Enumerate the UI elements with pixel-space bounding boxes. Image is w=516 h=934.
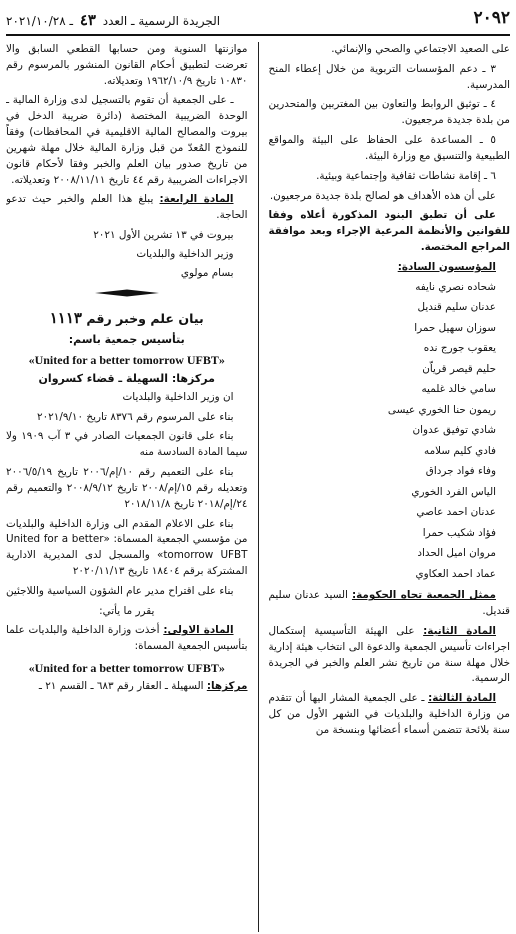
article-1 <box>6 623 248 655</box>
divider-ornament-icon <box>95 289 159 297</box>
founder-name: الياس الفرد الخوري <box>411 485 496 498</box>
article-2-label: المادة الثانية: <box>423 625 496 637</box>
government-representative <box>268 588 510 620</box>
article-3 <box>268 691 510 738</box>
association-name-repeat: «United for a better tomorrow UFBT» <box>28 661 225 676</box>
decides-heading: يقرر ما يأتي: <box>99 604 155 617</box>
issue-number: ٤٣ <box>79 11 96 30</box>
left-column <box>6 42 254 932</box>
signature-block <box>6 228 248 281</box>
preamble-notification: بناء على الاعلام المقدم الى وزارة الداخلية والبلديات من مؤسسي الجمعية المسماة: «United for a better tomorrow UFBT» والمسجل لدى المديرية الادارية المشتركة برقم ١٨٤٠٤ تاريخ ٢٠٢٠/١١/١٣ <box>5 517 248 577</box>
article-1-text: أخذت وزارة الداخلية والبلديات علما بتأسيس الجمعية المسماة: <box>5 624 248 653</box>
running-title-prefix: الجريدة الرسمية ـ العدد <box>102 14 221 29</box>
article-2 <box>268 624 510 687</box>
founders-heading <box>268 260 510 276</box>
founder-name: حليم قيصر قرياّن <box>422 362 496 375</box>
founder-name: فؤاد شكيب حمرا <box>422 526 496 539</box>
founder-name: سامي خالد غلميه <box>421 383 496 396</box>
article-4-label: المادة الرابعة: <box>159 193 234 206</box>
founder-name: شحاده نصري نايفه <box>415 280 496 293</box>
founder-name: عماد احمد العكاوي <box>415 567 496 580</box>
representative-label: ممثل الجمعية تجاه الحكومة: <box>351 589 496 602</box>
preamble-circulars: بناء على التعميم رقم ١٠/إم/٢٠٠٦ تاريخ ٢٠٠٦/٥/١٩ وتعديله رقم ١٥/إم/٢٠٠٨ تاريخ ٢٠٠٨/٩/١٢ والتعميم رقم ٢٤/إم/٢٠١٨ تاريخ ٢٠١٨/١١/٨ <box>5 466 248 510</box>
association-seat-detail <box>6 679 248 695</box>
column-divider <box>258 42 259 932</box>
preamble-minister: ان وزير الداخلية والبلديات <box>122 390 234 403</box>
founders-label: المؤسسون السادة: <box>397 260 496 273</box>
association-seat: مركزها: السهيلة ـ قضاء كسروان <box>38 372 215 386</box>
article-3-label: المادة الثالثة: <box>428 692 497 705</box>
notice-number: ١١١٣ <box>49 309 82 328</box>
founder-name: سوزان سهيل حمرا <box>414 321 496 334</box>
founder-name: شادي توفيق عدوان <box>412 424 496 437</box>
notice-title-prefix: بيان علم وخبر رقم <box>86 311 204 327</box>
founder-name: وفاء فواد جرداق <box>425 465 496 478</box>
objective-4: ٤ ـ توثيق الروابط والتعاون بين المغتربين والمتحدرين من بلدة جديدة مرجعيون. <box>268 98 510 127</box>
representative-text: السيد عدنان سليم قنديل. <box>268 589 510 618</box>
preamble-decree: بناء على المرسوم رقم ٨٣٧٦ تاريخ ٢٠٢١/٩/١٠ <box>37 410 234 423</box>
article-1-label: المادة الاولى: <box>163 624 234 637</box>
signature-name: بسام مولوي <box>180 266 234 279</box>
founder-name: ريمون حنا الخوري عيسى <box>387 403 496 416</box>
running-title <box>6 9 220 32</box>
section-divider <box>6 289 248 297</box>
page-number: ٢٠٩٢ <box>473 8 510 29</box>
preamble-proposal: بناء على اقتراح مدير عام الشؤون السياسية واللاجئين <box>5 584 234 597</box>
seat-label: مركزها: <box>206 680 248 693</box>
article-4-text: يبلغ هذا العلم والخبر حيث تدعو الحاجة. <box>5 193 248 222</box>
objectives-note: على أن هذه الأهداف هو لصالح بلدة جديدة مرجعيون. <box>269 189 496 202</box>
notice-subtitle: بتأسيس جمعية باسم: <box>68 333 185 347</box>
founder-name: عدنان احمد عاصي <box>416 506 496 519</box>
notice-title <box>6 307 248 330</box>
paragraph: موازنتها السنوية ومن حسابها القطعي السابق والا تعرضت لتطبيق أحكام القانون المنشور بالمرسوم رقم ١٠٨٣٠ تاريخ ١٩٦٢/١٠/٩ وتعديلاته. <box>5 43 248 87</box>
right-column <box>262 42 510 932</box>
objective-6: ٦ ـ إقامة نشاطات ثقافية وإجتماعية وبيئية. <box>316 169 496 182</box>
two-column-body <box>6 42 510 932</box>
association-name: «United for a better tomorrow UFBT» <box>28 352 225 367</box>
founder-name: فادي كليم سلامه <box>424 444 496 457</box>
seat-text: السهيلة ـ العقار رقم ٦٨٣ ـ القسم ٢١ ـ <box>38 680 204 693</box>
article-2-text: على الهيئة التأسيسية إستكمال اجراءات تأسيس الجمعية والدعوة الى انتخاب هيئة إدارية خلال مهلة سنة من تاريخ نشر العلم والخبر في الجريدة الرسمية. <box>268 625 510 685</box>
founder-name: يعقوب جورج نده <box>423 342 496 355</box>
founder-name: عدنان سليم قنديل <box>417 301 496 314</box>
preamble-associations-law: بناء على قانون الجمعيات الصادر في ٣ آب ١٩٠٩ ولا سيما المادة السادسة منه <box>5 430 248 459</box>
objective-5: ٥ ـ المساعدة على الحفاظ على البيئة والمواقع الطبيعية والتنسيق مع وزارة البيئة. <box>268 134 510 162</box>
legal-compliance-note: على أن تطبق البنود المذكورة أعلاه وفقا للقوانين والأنظمة المرعية الإجراء وبعد موافقة المراجع المختصة. <box>268 209 510 253</box>
tax-registration-paragraph: ـ على الجمعية أن تقوم بالتسجيل لدى وزارة المالية ـ الوحدة الضريبية المختصة (دائرة ضريبة الدخل في بيروت والمصالح المالية الاقليمية في المحافظات) وفقاً للنموذج المُعدّ من قبل وزارة المالية خلال مهلة شهرين من تاريخ صدور بيان العلم والخبر وفقا لأحكام قانون الاجراءات الضريبية رقم ٤٤ تاريخ ٢٠٠٨/١١/١١ وتعديلاته. <box>5 94 248 186</box>
founders-list <box>268 280 510 583</box>
paragraph: على الصعيد الاجتماعي والصحي والإنمائي. <box>331 43 510 55</box>
founder-name: مروان اميل الحداد <box>417 547 496 560</box>
page-header <box>6 8 510 36</box>
article-4 <box>6 192 248 224</box>
signature-minister: وزير الداخلية والبلديات <box>136 247 234 260</box>
running-title-date: ـ ٢٠٢١/١٠/٢٨ <box>6 14 73 29</box>
signature-place-date: بيروت في ١٣ تشرين الأول ٢٠٢١ <box>93 228 234 241</box>
objective-3: ٣ ـ دعم المؤسسات التربوية من خلال إعطاء المنح المدرسية. <box>268 62 510 91</box>
article-3-text: ـ على الجمعية المشار اليها أن تتقدم من وزارة الداخلية والبلديات في الشهر الأول من كل سنة بلائحة تتضمن أسماء أعضائها وبنسخة من <box>268 692 510 736</box>
